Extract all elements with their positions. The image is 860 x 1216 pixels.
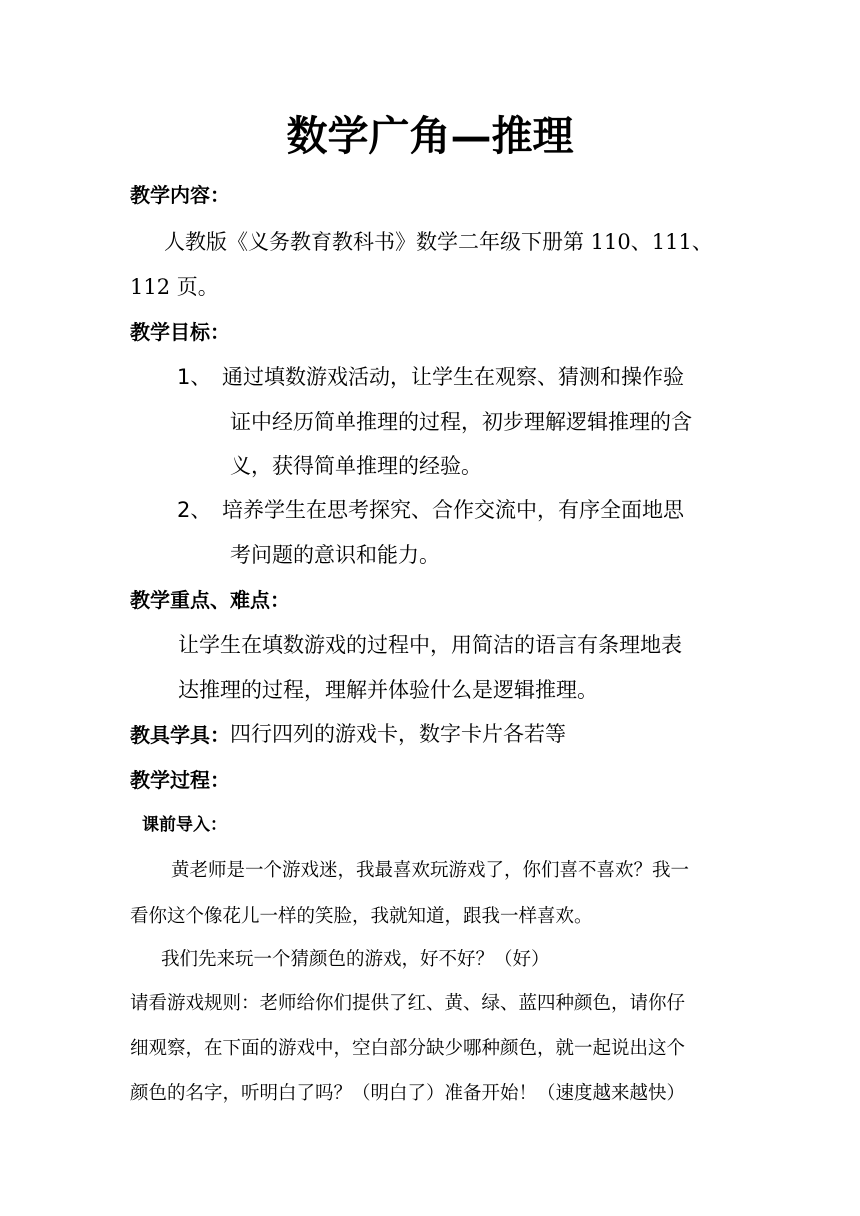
goal-2-line-1: 培养学生在思考探究、合作交流中，有序全面地思 [222, 498, 684, 522]
process-subheading: 课前导入： [142, 815, 227, 835]
process-para-line-2: 看你这个像花儿一样的笑脸，我就知道，跟我一样喜欢。 [130, 906, 593, 927]
goal-1-line-3: 义，获得简单推理的经验。 [230, 454, 482, 478]
process-para-line-3: 我们先来玩一个猜颜色的游戏，好不好？（好） [161, 949, 550, 970]
process-para-line-6: 颜色的名字，听明白了吗？（明白了）准备开始！（速度越来越快） [130, 1083, 686, 1104]
content-line-2: 112 页。 [130, 275, 219, 299]
content-heading: 教学内容： [130, 183, 230, 207]
process-heading: 教学过程： [130, 768, 230, 792]
goals-heading: 教学目标： [130, 320, 230, 344]
goal-1-number: 1、 [177, 365, 212, 389]
process-para-line-5: 细观察，在下面的游戏中，空白部分缺少哪种颜色，就一起说出这个 [130, 1038, 686, 1059]
keypoints-line-2: 达推理的过程，理解并体验什么是逻辑推理。 [178, 678, 598, 702]
goal-1-line-1: 通过填数游戏活动，让学生在观察、猜测和操作验 [222, 365, 684, 389]
page-title: 数学广角—推理 [286, 112, 574, 160]
keypoints-heading: 教学重点、难点： [130, 588, 290, 612]
tools-text: 四行四列的游戏卡，数字卡片各若等 [230, 722, 566, 746]
goal-2-line-2: 考问题的意识和能力。 [230, 543, 440, 567]
keypoints-line-1: 让学生在填数游戏的过程中，用简洁的语言有条理地表 [178, 633, 682, 657]
content-line-1: 人教版《义务教育教科书》数学二年级下册第 110、111、 [164, 230, 713, 254]
goal-2-number: 2、 [177, 498, 212, 522]
goal-1-line-2: 证中经历简单推理的过程，初步理解逻辑推理的含 [230, 410, 692, 434]
process-para-line-4: 请看游戏规则：老师给你们提供了红、黄、绿、蓝四种颜色，请你仔 [130, 993, 686, 1014]
process-para-line-1: 黄老师是一个游戏迷，我最喜欢玩游戏了，你们喜不喜欢？我一 [171, 860, 690, 881]
tools-label: 教具学具： [130, 723, 230, 747]
